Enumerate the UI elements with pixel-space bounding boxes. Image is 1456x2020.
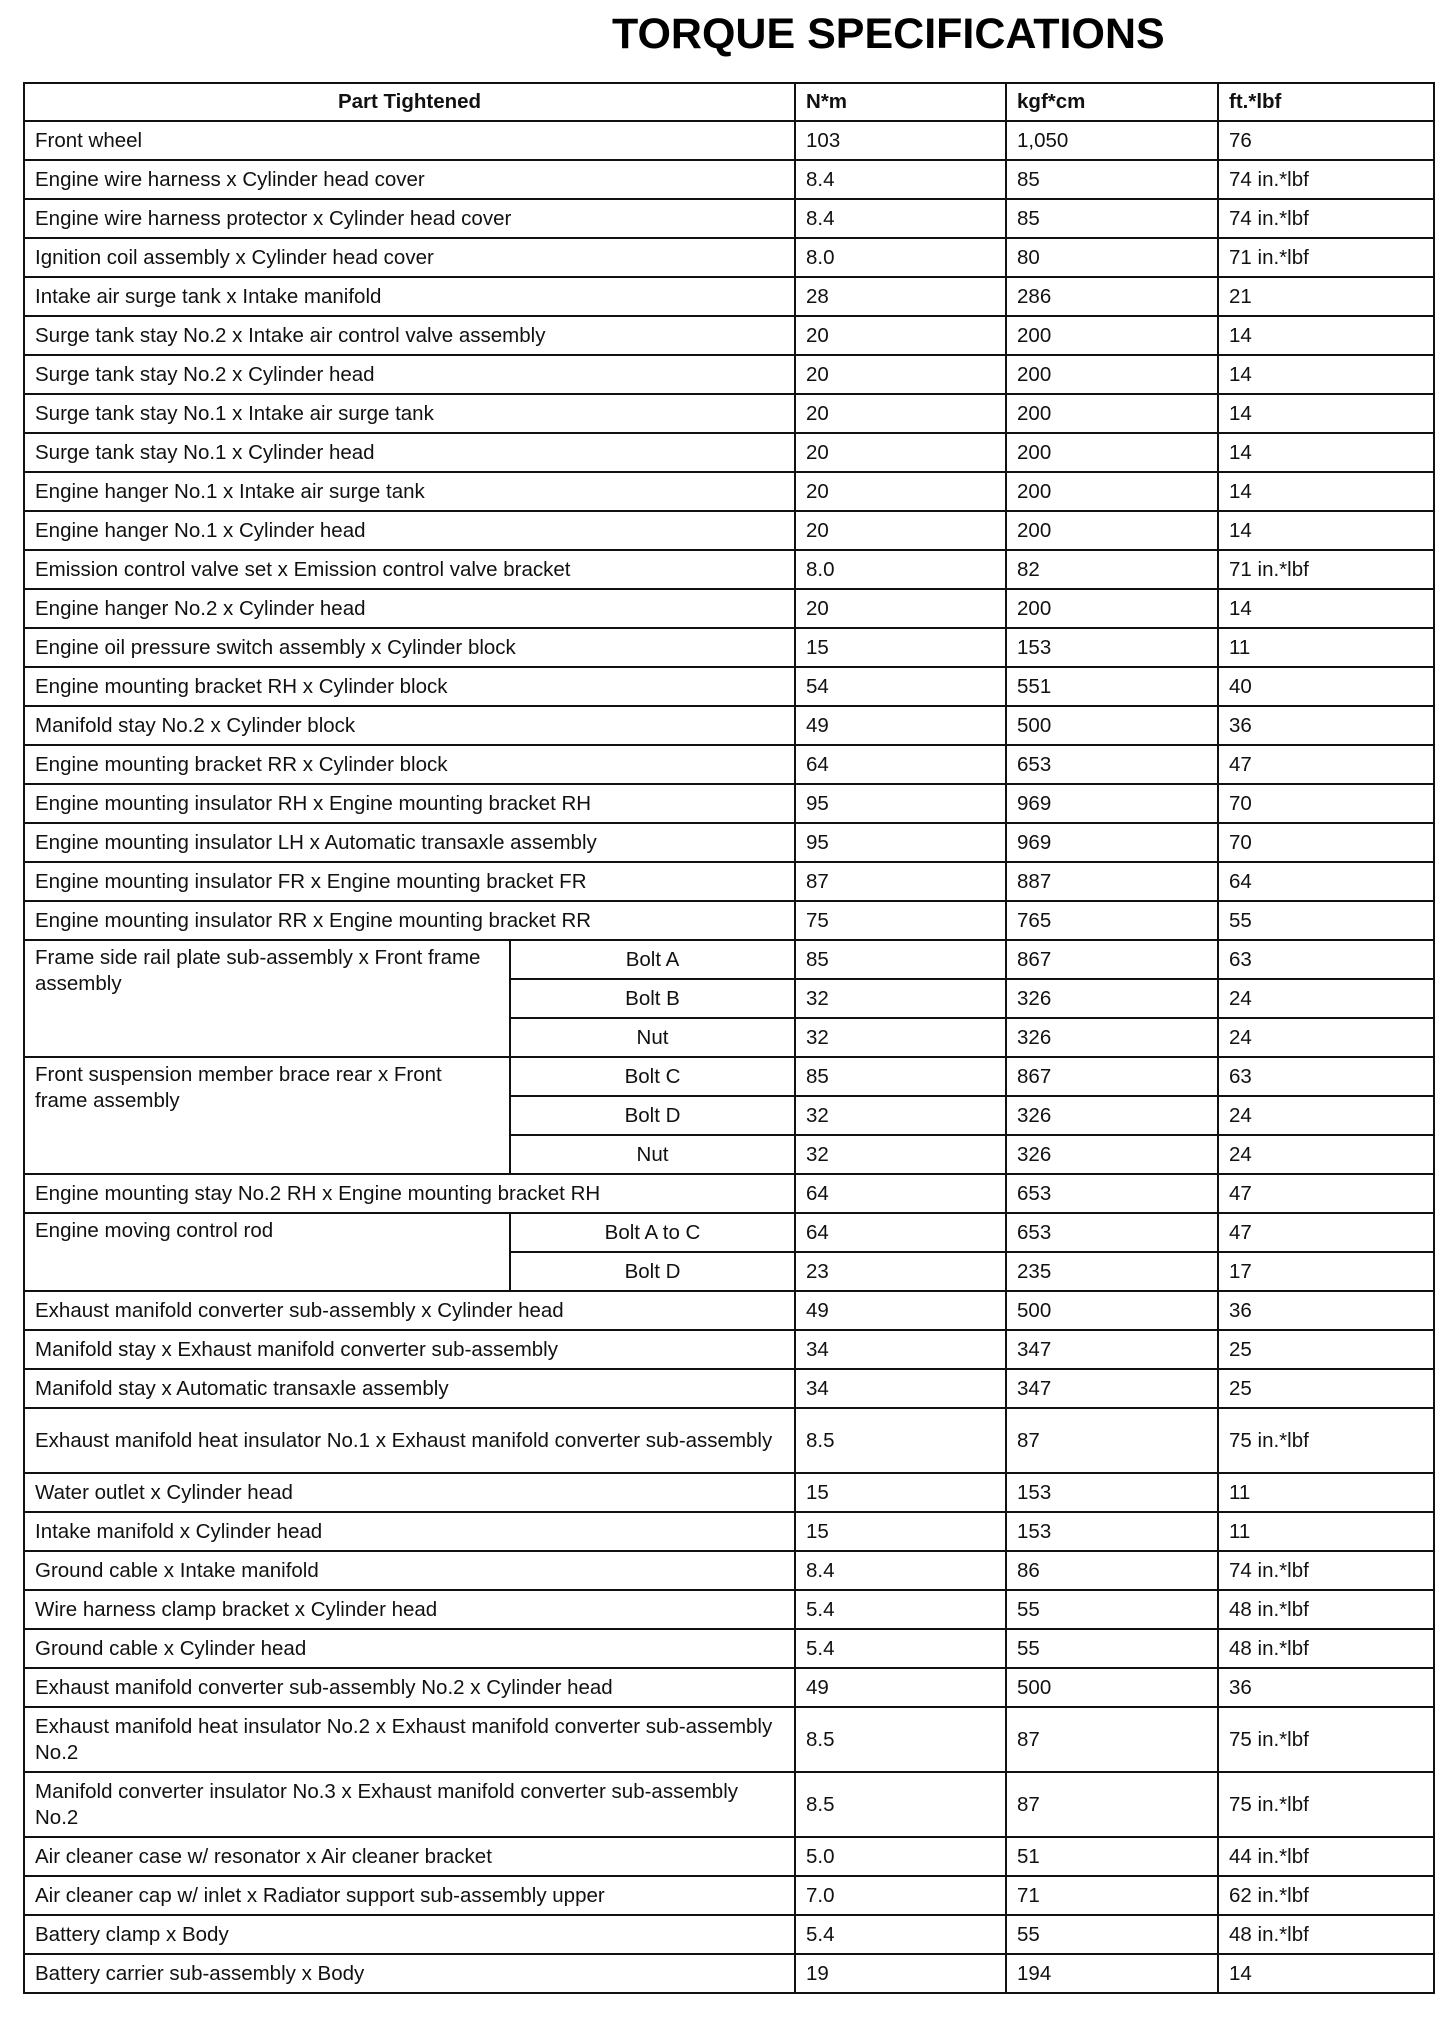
kgf-cm-cell: 86: [1006, 1551, 1218, 1590]
kgf-cm-cell: 55: [1006, 1629, 1218, 1668]
kgf-cm-cell: 286: [1006, 277, 1218, 316]
table-row: [24, 1629, 1434, 1668]
part-cell: Frame side rail plate sub-assembly x Front frame assembly: [24, 940, 510, 1057]
ft-lbf-cell: 76: [1218, 121, 1434, 160]
part-cell: Engine mounting stay No.2 RH x Engine mounting bracket RH: [24, 1174, 795, 1213]
kgf-cm-cell: 87: [1006, 1408, 1218, 1473]
kgf-cm-cell: 85: [1006, 199, 1218, 238]
table-row: [24, 667, 1434, 706]
fastener-cell: Nut: [510, 1135, 795, 1174]
part-cell: Exhaust manifold converter sub-assembly x Cylinder head: [24, 1291, 795, 1330]
kgf-cm-cell: 887: [1006, 862, 1218, 901]
kgf-cm-cell: 326: [1006, 1096, 1218, 1135]
nm-cell: 64: [795, 1213, 1006, 1252]
table-row: [24, 160, 1434, 199]
nm-cell: 87: [795, 862, 1006, 901]
fastener-cell: Bolt D: [510, 1252, 795, 1291]
ft-lbf-cell: 36: [1218, 706, 1434, 745]
kgf-cm-cell: 969: [1006, 784, 1218, 823]
part-cell: Engine mounting insulator LH x Automatic transaxle assembly: [24, 823, 795, 862]
ft-lbf-cell: 24: [1218, 979, 1434, 1018]
ft-lbf-cell: 70: [1218, 823, 1434, 862]
part-cell: Engine mounting bracket RR x Cylinder block: [24, 745, 795, 784]
nm-cell: 15: [795, 1473, 1006, 1512]
fastener-cell: Nut: [510, 1018, 795, 1057]
nm-cell: 54: [795, 667, 1006, 706]
table-row: [24, 628, 1434, 667]
table-row: [24, 1915, 1434, 1954]
kgf-cm-cell: 82: [1006, 550, 1218, 589]
table-row: [24, 355, 1434, 394]
kgf-cm-cell: 653: [1006, 1174, 1218, 1213]
kgf-cm-cell: 326: [1006, 1135, 1218, 1174]
kgf-cm-cell: 85: [1006, 160, 1218, 199]
part-cell: Engine hanger No.1 x Cylinder head: [24, 511, 795, 550]
nm-cell: 20: [795, 472, 1006, 511]
kgf-cm-cell: 200: [1006, 355, 1218, 394]
kgf-cm-cell: 200: [1006, 394, 1218, 433]
nm-cell: 28: [795, 277, 1006, 316]
part-cell: Manifold stay x Exhaust manifold converter sub-assembly: [24, 1330, 795, 1369]
ft-lbf-cell: 75 in.*lbf: [1218, 1772, 1434, 1837]
ft-lbf-cell: 21: [1218, 277, 1434, 316]
kgf-cm-cell: 500: [1006, 1291, 1218, 1330]
kgf-cm-cell: 347: [1006, 1369, 1218, 1408]
nm-cell: 20: [795, 511, 1006, 550]
table-row: [24, 550, 1434, 589]
kgf-cm-cell: 153: [1006, 1512, 1218, 1551]
ft-lbf-cell: 17: [1218, 1252, 1434, 1291]
table-row: [24, 1512, 1434, 1551]
ft-lbf-cell: 14: [1218, 394, 1434, 433]
part-cell: Air cleaner cap w/ inlet x Radiator support sub-assembly upper: [24, 1876, 795, 1915]
table-row: [24, 1837, 1434, 1876]
nm-cell: 5.0: [795, 1837, 1006, 1876]
part-cell: Manifold stay x Automatic transaxle assembly: [24, 1369, 795, 1408]
table-row: [24, 511, 1434, 550]
part-cell: Engine hanger No.2 x Cylinder head: [24, 589, 795, 628]
fastener-cell: Bolt B: [510, 979, 795, 1018]
nm-cell: 19: [795, 1954, 1006, 1993]
part-cell: Battery clamp x Body: [24, 1915, 795, 1954]
ft-lbf-cell: 55: [1218, 901, 1434, 940]
header-ft-lbf: ft.*lbf: [1218, 83, 1434, 121]
nm-cell: 95: [795, 784, 1006, 823]
nm-cell: 32: [795, 1135, 1006, 1174]
ft-lbf-cell: 64: [1218, 862, 1434, 901]
kgf-cm-cell: 87: [1006, 1772, 1218, 1837]
ft-lbf-cell: 11: [1218, 628, 1434, 667]
part-cell: Ground cable x Cylinder head: [24, 1629, 795, 1668]
table-row: [24, 1590, 1434, 1629]
ft-lbf-cell: 11: [1218, 1512, 1434, 1551]
ft-lbf-cell: 74 in.*lbf: [1218, 1551, 1434, 1590]
table-row: [24, 1954, 1434, 1993]
kgf-cm-cell: 765: [1006, 901, 1218, 940]
table-row: [24, 1876, 1434, 1915]
ft-lbf-cell: 63: [1218, 1057, 1434, 1096]
torque-spec-table: [23, 82, 1435, 1994]
nm-cell: 34: [795, 1369, 1006, 1408]
header-kgf-cm: kgf*cm: [1006, 83, 1218, 121]
part-cell: Manifold stay No.2 x Cylinder block: [24, 706, 795, 745]
nm-cell: 20: [795, 589, 1006, 628]
table-row: [24, 472, 1434, 511]
ft-lbf-cell: 14: [1218, 589, 1434, 628]
part-cell: Front wheel: [24, 121, 795, 160]
ft-lbf-cell: 62 in.*lbf: [1218, 1876, 1434, 1915]
ft-lbf-cell: 74 in.*lbf: [1218, 199, 1434, 238]
kgf-cm-cell: 653: [1006, 1213, 1218, 1252]
nm-cell: 23: [795, 1252, 1006, 1291]
kgf-cm-cell: 153: [1006, 1473, 1218, 1512]
kgf-cm-cell: 551: [1006, 667, 1218, 706]
kgf-cm-cell: 500: [1006, 706, 1218, 745]
kgf-cm-cell: 55: [1006, 1590, 1218, 1629]
nm-cell: 64: [795, 745, 1006, 784]
nm-cell: 5.4: [795, 1915, 1006, 1954]
fastener-cell: Bolt A to C: [510, 1213, 795, 1252]
ft-lbf-cell: 14: [1218, 355, 1434, 394]
nm-cell: 32: [795, 1096, 1006, 1135]
table-row: [24, 1330, 1434, 1369]
ft-lbf-cell: 47: [1218, 1213, 1434, 1252]
nm-cell: 8.5: [795, 1772, 1006, 1837]
ft-lbf-cell: 14: [1218, 433, 1434, 472]
part-cell: Engine moving control rod: [24, 1213, 510, 1291]
ft-lbf-cell: 70: [1218, 784, 1434, 823]
table-row: [24, 238, 1434, 277]
ft-lbf-cell: 14: [1218, 316, 1434, 355]
table-row: [24, 1772, 1434, 1837]
table-row: [24, 1291, 1434, 1330]
kgf-cm-cell: 55: [1006, 1915, 1218, 1954]
ft-lbf-cell: 25: [1218, 1369, 1434, 1408]
ft-lbf-cell: 63: [1218, 940, 1434, 979]
ft-lbf-cell: 14: [1218, 1954, 1434, 1993]
nm-cell: 15: [795, 1512, 1006, 1551]
table-row: [24, 1551, 1434, 1590]
nm-cell: 8.4: [795, 160, 1006, 199]
part-cell: Exhaust manifold heat insulator No.1 x Exhaust manifold converter sub-assembly: [24, 1408, 795, 1473]
table-row: [24, 433, 1434, 472]
table-row: [24, 1408, 1434, 1473]
kgf-cm-cell: 200: [1006, 589, 1218, 628]
ft-lbf-cell: 71 in.*lbf: [1218, 550, 1434, 589]
part-cell: Emission control valve set x Emission control valve bracket: [24, 550, 795, 589]
part-cell: Engine mounting insulator FR x Engine mounting bracket FR: [24, 862, 795, 901]
ft-lbf-cell: 75 in.*lbf: [1218, 1408, 1434, 1473]
nm-cell: 75: [795, 901, 1006, 940]
ft-lbf-cell: 74 in.*lbf: [1218, 160, 1434, 199]
part-cell: Exhaust manifold heat insulator No.2 x Exhaust manifold converter sub-assembly No.2: [24, 1707, 795, 1772]
table-row: [24, 745, 1434, 784]
ft-lbf-cell: 48 in.*lbf: [1218, 1629, 1434, 1668]
table-row: [24, 706, 1434, 745]
fastener-cell: Bolt C: [510, 1057, 795, 1096]
kgf-cm-cell: 51: [1006, 1837, 1218, 1876]
nm-cell: 32: [795, 1018, 1006, 1057]
nm-cell: 8.0: [795, 550, 1006, 589]
table-row: [24, 862, 1434, 901]
nm-cell: 20: [795, 316, 1006, 355]
part-cell: Engine mounting insulator RH x Engine mounting bracket RH: [24, 784, 795, 823]
part-cell: Engine wire harness x Cylinder head cover: [24, 160, 795, 199]
kgf-cm-cell: 500: [1006, 1668, 1218, 1707]
header-nm: N*m: [795, 83, 1006, 121]
table-row: [24, 277, 1434, 316]
nm-cell: 20: [795, 355, 1006, 394]
kgf-cm-cell: 153: [1006, 628, 1218, 667]
ft-lbf-cell: 24: [1218, 1096, 1434, 1135]
nm-cell: 34: [795, 1330, 1006, 1369]
ft-lbf-cell: 47: [1218, 1174, 1434, 1213]
part-cell: Intake air surge tank x Intake manifold: [24, 277, 795, 316]
kgf-cm-cell: 200: [1006, 316, 1218, 355]
ft-lbf-cell: 48 in.*lbf: [1218, 1590, 1434, 1629]
ft-lbf-cell: 14: [1218, 511, 1434, 550]
nm-cell: 7.0: [795, 1876, 1006, 1915]
table-row: [24, 1668, 1434, 1707]
nm-cell: 95: [795, 823, 1006, 862]
table-row: [24, 394, 1434, 433]
ft-lbf-cell: 14: [1218, 472, 1434, 511]
ft-lbf-cell: 75 in.*lbf: [1218, 1707, 1434, 1772]
table-row: [24, 784, 1434, 823]
kgf-cm-cell: 200: [1006, 472, 1218, 511]
nm-cell: 15: [795, 628, 1006, 667]
nm-cell: 8.4: [795, 199, 1006, 238]
table-body: [24, 121, 1434, 1993]
part-cell: Intake manifold x Cylinder head: [24, 1512, 795, 1551]
nm-cell: 8.5: [795, 1707, 1006, 1772]
kgf-cm-cell: 200: [1006, 433, 1218, 472]
part-cell: Surge tank stay No.1 x Cylinder head: [24, 433, 795, 472]
table-row: [24, 823, 1434, 862]
kgf-cm-cell: 653: [1006, 745, 1218, 784]
table-row: [24, 1213, 1434, 1252]
part-cell: Front suspension member brace rear x Front frame assembly: [24, 1057, 510, 1174]
fastener-cell: Bolt A: [510, 940, 795, 979]
part-cell: Battery carrier sub-assembly x Body: [24, 1954, 795, 1993]
kgf-cm-cell: 326: [1006, 979, 1218, 1018]
kgf-cm-cell: 867: [1006, 1057, 1218, 1096]
part-cell: Exhaust manifold converter sub-assembly No.2 x Cylinder head: [24, 1668, 795, 1707]
table-row: [24, 1057, 1434, 1096]
table-row: [24, 1707, 1434, 1772]
table-row: [24, 1369, 1434, 1408]
part-cell: Engine hanger No.1 x Intake air surge tank: [24, 472, 795, 511]
nm-cell: 49: [795, 1291, 1006, 1330]
nm-cell: 20: [795, 394, 1006, 433]
table-row: [24, 1174, 1434, 1213]
table-row: [24, 940, 1434, 979]
part-cell: Engine wire harness protector x Cylinder head cover: [24, 199, 795, 238]
part-cell: Air cleaner case w/ resonator x Air cleaner bracket: [24, 1837, 795, 1876]
part-cell: Engine oil pressure switch assembly x Cylinder block: [24, 628, 795, 667]
fastener-cell: Bolt D: [510, 1096, 795, 1135]
kgf-cm-cell: 969: [1006, 823, 1218, 862]
kgf-cm-cell: 867: [1006, 940, 1218, 979]
table-row: [24, 199, 1434, 238]
ft-lbf-cell: 44 in.*lbf: [1218, 1837, 1434, 1876]
kgf-cm-cell: 71: [1006, 1876, 1218, 1915]
ft-lbf-cell: 47: [1218, 745, 1434, 784]
table-row: [24, 1473, 1434, 1512]
kgf-cm-cell: 200: [1006, 511, 1218, 550]
part-cell: Water outlet x Cylinder head: [24, 1473, 795, 1512]
nm-cell: 5.4: [795, 1629, 1006, 1668]
page-title: TORQUE SPECIFICATIONS: [612, 10, 1165, 58]
kgf-cm-cell: 194: [1006, 1954, 1218, 1993]
table-row: [24, 901, 1434, 940]
nm-cell: 85: [795, 940, 1006, 979]
kgf-cm-cell: 80: [1006, 238, 1218, 277]
part-cell: Engine mounting bracket RH x Cylinder block: [24, 667, 795, 706]
nm-cell: 49: [795, 706, 1006, 745]
nm-cell: 49: [795, 1668, 1006, 1707]
ft-lbf-cell: 71 in.*lbf: [1218, 238, 1434, 277]
table-row: [24, 316, 1434, 355]
kgf-cm-cell: 1,050: [1006, 121, 1218, 160]
table-row: [24, 121, 1434, 160]
ft-lbf-cell: 36: [1218, 1291, 1434, 1330]
table-header-row: [24, 83, 1434, 121]
ft-lbf-cell: 25: [1218, 1330, 1434, 1369]
nm-cell: 20: [795, 433, 1006, 472]
nm-cell: 8.0: [795, 238, 1006, 277]
ft-lbf-cell: 36: [1218, 1668, 1434, 1707]
part-cell: Surge tank stay No.2 x Cylinder head: [24, 355, 795, 394]
nm-cell: 8.5: [795, 1408, 1006, 1473]
part-cell: Wire harness clamp bracket x Cylinder head: [24, 1590, 795, 1629]
part-cell: Surge tank stay No.1 x Intake air surge tank: [24, 394, 795, 433]
nm-cell: 85: [795, 1057, 1006, 1096]
ft-lbf-cell: 48 in.*lbf: [1218, 1915, 1434, 1954]
kgf-cm-cell: 347: [1006, 1330, 1218, 1369]
ft-lbf-cell: 11: [1218, 1473, 1434, 1512]
nm-cell: 64: [795, 1174, 1006, 1213]
nm-cell: 8.4: [795, 1551, 1006, 1590]
table-row: [24, 589, 1434, 628]
ft-lbf-cell: 24: [1218, 1018, 1434, 1057]
nm-cell: 5.4: [795, 1590, 1006, 1629]
nm-cell: 103: [795, 121, 1006, 160]
part-cell: Ground cable x Intake manifold: [24, 1551, 795, 1590]
kgf-cm-cell: 326: [1006, 1018, 1218, 1057]
ft-lbf-cell: 24: [1218, 1135, 1434, 1174]
nm-cell: 32: [795, 979, 1006, 1018]
part-cell: Ignition coil assembly x Cylinder head cover: [24, 238, 795, 277]
kgf-cm-cell: 87: [1006, 1707, 1218, 1772]
part-cell: Surge tank stay No.2 x Intake air control valve assembly: [24, 316, 795, 355]
part-cell: Engine mounting insulator RR x Engine mounting bracket RR: [24, 901, 795, 940]
kgf-cm-cell: 235: [1006, 1252, 1218, 1291]
ft-lbf-cell: 40: [1218, 667, 1434, 706]
part-cell: Manifold converter insulator No.3 x Exhaust manifold converter sub-assembly No.2: [24, 1772, 795, 1837]
header-part-tightened: Part Tightened: [24, 83, 795, 121]
